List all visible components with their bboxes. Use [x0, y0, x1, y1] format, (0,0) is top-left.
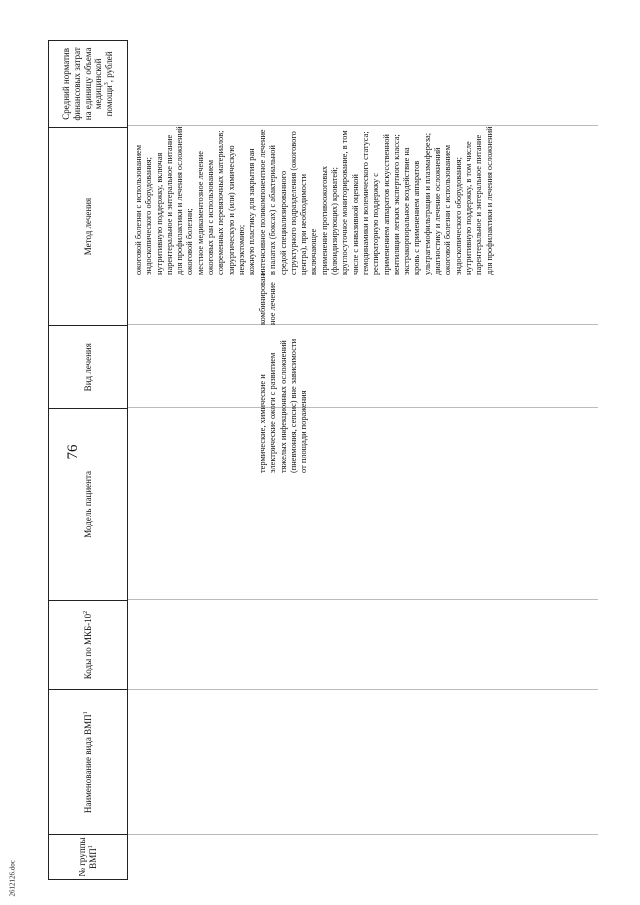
- rotated-table: [48, 40, 598, 880]
- header-patient-model: Модель пациента: [49, 408, 127, 600]
- column-divider: [128, 407, 598, 408]
- treatment-method-cell: интенсивное поликомпонентное лечение в палатах (боксах) с абактериальной средой специализированного структурного подразделения (ожогового центра), при необходимости включающее применение противоожоговых (флюидизирующих) кроватей; круглосуточное мониторирование, в том числе с инвазивной оценкой гемодинамики и волемического статуса; респираторную поддержку с применением аппаратов искусственной вентиляции легких экспертного класса; экстракорпоральное воздействие на кровь с применением аппаратов ультрагемофильтрации и плазмафереза; диагностику и лечение осложнений ожоговой болезни с использованием эндоскопического оборудования; нутритивную поддержку, в том числе парентеральное и энтеральное питание для профилактики и лечения осложнений: [258, 126, 494, 275]
- header-treatment-type: Вид лечения: [49, 325, 127, 408]
- header-vmp-name: Наименование вида ВМП$^1$: [49, 689, 127, 834]
- column-divider: [128, 324, 598, 325]
- column-divider: [128, 689, 598, 690]
- patient-model-cell: термические, химические и электрические ожоги с развитием тяжелых инфекционных осложнений (пневмония, сепсис) вне зависимости от площади поражения: [258, 338, 309, 473]
- treatment-method-cell: ожоговой болезни с использованием эндоскопического оборудования; нутритивную поддержку, включая парентеральное и энтеральное питание для профилактики и лечения осложнений ожоговой болезни; местное медикаментозное лечение ожоговых ран с использованием современных перевязочных материалов; хирургическую и (или) химическую некрэктомию; кожную пластику для закрытия ран: [134, 126, 257, 275]
- document-id: 2612126.doc: [8, 860, 17, 897]
- column-divider: [128, 599, 598, 600]
- column-divider: [128, 834, 598, 835]
- header-group-number: № группы ВМП$^1$: [49, 834, 127, 879]
- header-treatment-method: Метод лечения: [49, 127, 127, 326]
- treatment-type-cell: комбинирован- ное лечение: [258, 271, 278, 325]
- header-average-cost: Средний норматив финансовых затрат на единицу объема медицинской помощи$^3$, рублей: [61, 47, 115, 121]
- table-header-row: [48, 40, 128, 880]
- header-mkb-codes: Коды по МКБ-$10^2$: [49, 600, 127, 690]
- page-number: 76: [65, 444, 81, 460]
